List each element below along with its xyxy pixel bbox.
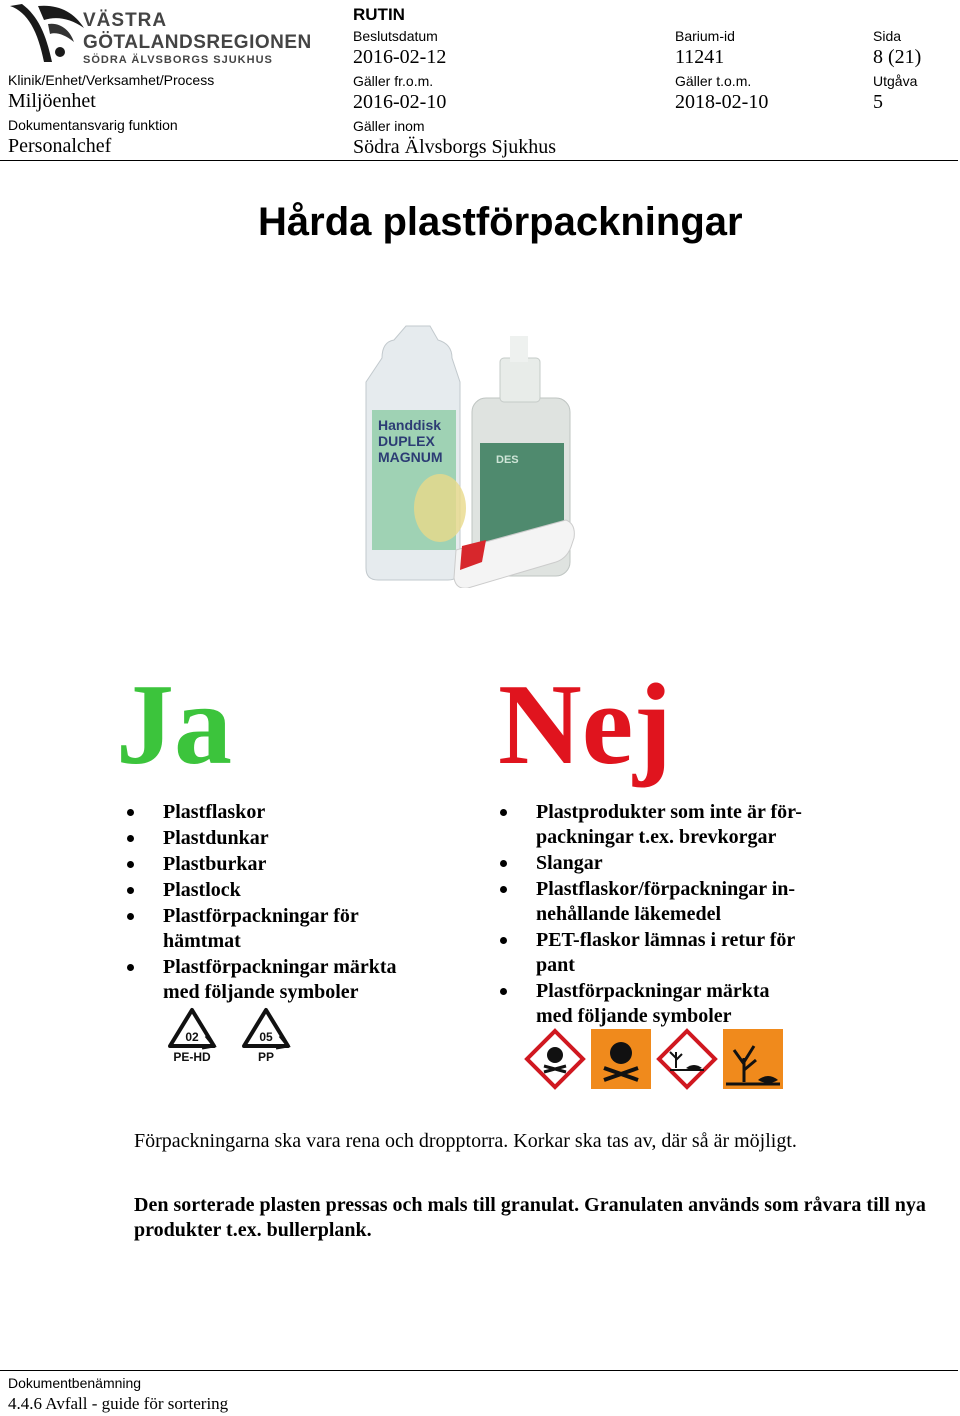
decision-date-label: Beslutsdatum [353,28,438,44]
product-photo [360,318,580,588]
no-item: Plastförpackningar märkta med följande symboler [500,979,810,1029]
note-granulate: Den sorterade plasten pressas och mals till granulat. Granulaten används som råvara till nya produkter t.ex. bullerplank. [134,1194,926,1241]
barium-label: Barium-id [675,28,735,44]
edition-value: 5 [873,91,883,113]
header-divider [0,160,958,161]
toxic-diamond-icon [524,1028,586,1090]
page-label: Sida [873,28,902,44]
vgr-logo-icon [8,2,88,70]
logo-line3: SÖDRA ÄLVSBORGS SJUKHUS [83,54,273,66]
no-item: PET-flaskor lämnas i retur för pant [500,928,810,978]
yes-list [127,800,427,1005]
yes-item: Plastdunkar [127,826,427,851]
no-heading: Nej [498,661,672,789]
bottle-label-line2: DUPLEX [378,433,435,449]
note-clean: Förpackningarna ska vara rena och dropptorra. Korkar ska tas av, där så är möjligt. [134,1130,797,1152]
valid-from-value: 2016-02-10 [353,91,447,113]
page-title: Hårda plastförpackningar [258,200,743,244]
logo [8,2,328,70]
footer-divider [0,1370,958,1371]
yes-item: Plastburkar [127,852,427,877]
decision-date-value: 2016-02-12 [353,46,447,68]
pump-label: DES [496,454,519,466]
barium-value: 11241 [675,46,725,68]
recycle-02-icon [162,1006,222,1064]
no-item: Plastprodukter som inte är för-packningar t.ex. brevkorgar [500,800,810,850]
logo-line1: VÄSTRA [83,10,168,31]
no-item: Plastflaskor/förpackningar in-nehållande läkemedel [500,877,816,927]
doc-type: RUTIN [353,5,405,24]
recycle-05-label: PP [257,1050,275,1064]
environment-square-icon [722,1028,784,1090]
footer-label: Dokumentbenämning [8,1375,142,1391]
environment-diamond-icon [656,1028,718,1090]
valid-to-value: 2018-02-10 [675,91,769,113]
edition-label: Utgåva [873,73,918,89]
yes-item: Plastlock [127,878,427,903]
no-item: Slangar [500,851,810,876]
no-list [500,800,810,1029]
recycle-02-label: PE-HD [173,1050,211,1064]
responsible-value: Personalchef [8,135,112,157]
bottle-label-line1: Handdisk [378,417,442,433]
yes-item: Plastflaskor [127,800,427,825]
unit-value: Miljöenhet [8,90,96,112]
footer-value: 4.4.6 Avfall - guide för sortering [8,1394,229,1413]
yes-item: Plastförpackningar märkta med följande symboler [127,955,433,1005]
responsible-label: Dokumentansvarig funktion [8,117,178,133]
logo-line2: GÖTALANDSREGIONEN [83,32,312,53]
valid-to-label: Gäller t.o.m. [675,73,752,89]
yes-item: Plastförpackningar för hämtmat [127,904,393,954]
yes-heading: Ja [116,661,232,789]
recycle-05-code: 05 [259,1030,273,1044]
valid-within-value: Södra Älvsborgs Sjukhus [353,136,556,158]
bottle-label-line3: MAGNUM [378,449,443,465]
hazard-symbols [524,1028,786,1090]
recycling-symbols [162,1006,302,1064]
valid-from-label: Gäller fr.o.m. [353,73,434,89]
valid-within-label: Gäller inom [353,118,425,134]
toxic-square-icon [590,1028,652,1090]
page-value: 8 (21) [873,46,922,68]
unit-label: Klinik/Enhet/Verksamhet/Process [8,72,215,88]
recycle-05-icon [236,1006,296,1064]
recycle-02-code: 02 [185,1030,199,1044]
